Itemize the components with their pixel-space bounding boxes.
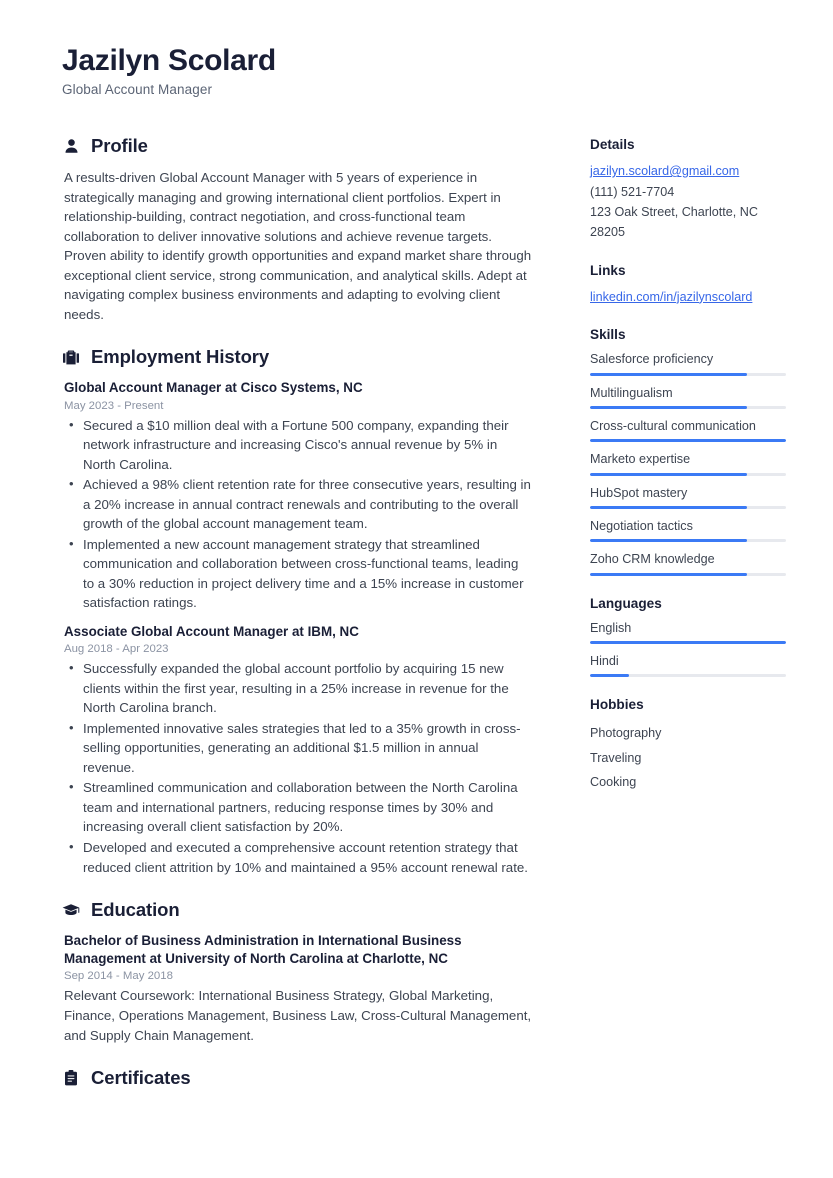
list-item: • Achieved a 98% client retention rate for three consecutive years, resulting in a 20% increase in annual contract renewals and contributing to the overall growth of the global account management team. (64, 475, 532, 534)
section-employment-title: Employment History (91, 346, 270, 368)
sidebar-column (590, 135, 795, 814)
skill-meter-track (590, 473, 786, 476)
sidebar-hobbies-title: Hobbies (590, 697, 644, 713)
education-entry-date: Sep 2014 - May 2018 (64, 970, 173, 983)
language-item (590, 653, 795, 677)
employment-entry-bullets (64, 416, 532, 613)
candidate-name: Jazilyn Scolard (62, 44, 276, 77)
skill-item (590, 551, 795, 575)
employment-entry-title: Associate Global Account Manager at IBM, NC (64, 623, 359, 639)
skill-meter-fill (590, 473, 747, 476)
skill-item (590, 451, 795, 475)
phone-text: (111) 521-7704 (590, 184, 675, 199)
skill-item (590, 418, 795, 442)
skill-label: Multilingualism (590, 385, 673, 400)
employment-entry-title: Global Account Manager at Cisco Systems, NC (64, 380, 363, 396)
list-item: • Implemented innovative sales strategies that led to a 35% growth in cross-selling opportunities, generating an additional $1.5 million in annual revenue. (64, 719, 532, 778)
skill-meter-track (590, 506, 786, 509)
language-meter-track (590, 641, 786, 644)
skill-meter-track (590, 573, 786, 576)
user-icon (62, 137, 80, 155)
sidebar-hobbies (590, 697, 795, 794)
language-item (590, 620, 795, 644)
section-employment (62, 346, 532, 877)
skill-label: Salesforce proficiency (590, 352, 714, 367)
section-employment-header (62, 346, 532, 368)
sidebar-details (590, 137, 795, 243)
employment-entry-bullets (64, 659, 532, 877)
skill-label: Negotiation tactics (590, 518, 693, 533)
list-item: • Implemented a new account management strategy that streamlined communication and collaboration between cross-functional teams, leading to a 30% reduction in project delivery time and a 15% increase in customer satisfaction ratings. (64, 535, 532, 613)
skill-meter-fill (590, 439, 786, 442)
resume-body (62, 135, 785, 1111)
skill-meter-track (590, 373, 786, 376)
list-item: • Developed and executed a comprehensive account retention strategy that reduced client attrition by 10% and maintained a 95% account renewal rate. (64, 838, 532, 877)
skill-meter-fill (590, 539, 747, 542)
skill-meter-track (590, 539, 786, 542)
employment-entry (64, 379, 532, 613)
profile-text: A results-driven Global Account Manager with 5 years of experience in strategically managing and growing international client portfolios. Expert in relationship-building, contract negotiation, and cross-functional team collaboration to deliver innovative solutions and achieve revenue targets. Proven ability to identify growth opportunities and expand market share through exceptional client service, strong communication, and analytical skills. Adept at navigating complex business environments and adapting to evolving client needs. (64, 170, 532, 322)
clipboard-icon (62, 1069, 80, 1087)
employment-entry-date: May 2023 - Present (64, 399, 164, 412)
email-link[interactable]: jazilyn.scolard@gmail.com (590, 164, 740, 179)
sidebar-skills (590, 327, 795, 576)
linkedin-link[interactable]: linkedin.com/in/jazilynscolard (590, 289, 753, 304)
sidebar-skills-title: Skills (590, 327, 626, 343)
section-profile-header (62, 135, 532, 157)
skill-meter-fill (590, 373, 747, 376)
main-column (62, 135, 532, 1111)
section-education (62, 899, 532, 1045)
skill-label: Zoho CRM knowledge (590, 552, 715, 567)
language-meter-track (590, 674, 786, 677)
education-entry-title: Bachelor of Business Administration in International Business Management at University of North Carolina at Charlotte, NC (64, 933, 462, 967)
skill-label: HubSpot mastery (590, 485, 688, 500)
candidate-job-title: Global Account Manager (62, 82, 213, 98)
sidebar-languages-title: Languages (590, 595, 662, 611)
section-profile-body (62, 168, 532, 324)
skill-item (590, 485, 795, 509)
language-meter-fill (590, 641, 786, 644)
sidebar-links-title: Links (590, 262, 626, 278)
language-label: English (590, 620, 632, 635)
section-certificates (62, 1067, 532, 1089)
list-item: • Streamlined communication and collaboration between the North Carolina team and international partners, reducing response times by 30% and increasing overall client satisfaction by 20%. (64, 778, 532, 837)
skill-meter-fill (590, 406, 747, 409)
skill-meter-track (590, 439, 786, 442)
education-entry-description: Relevant Coursework: International Business Strategy, Global Marketing, Finance, Operations Management, Business Law, Cross-Cultural Management, and Supply Chain Management. (64, 988, 532, 1043)
list-item: • Successfully expanded the global account portfolio by acquiring 15 new clients within the first year, resulting in a 25% increase in revenue for the North Carolina branch. (64, 659, 532, 718)
graduation-cap-icon (62, 901, 80, 919)
hobby-item: Traveling (590, 750, 642, 765)
skill-item (590, 518, 795, 542)
skill-item (590, 385, 795, 409)
sidebar-details-title: Details (590, 137, 635, 153)
hobby-item: Photography (590, 726, 662, 741)
education-entry (64, 932, 532, 1045)
skill-meter-track (590, 406, 786, 409)
hobby-item: Cooking (590, 774, 637, 789)
skill-label: Cross-cultural communication (590, 418, 756, 433)
section-certificates-header (62, 1067, 532, 1089)
section-profile (62, 135, 532, 324)
sidebar-languages (590, 596, 795, 678)
skill-meter-fill (590, 573, 747, 576)
skill-label: Marketo expertise (590, 452, 691, 467)
section-education-title: Education (91, 899, 180, 921)
briefcase-icon (62, 348, 80, 366)
resume-header (62, 44, 785, 97)
section-education-body (62, 932, 532, 1045)
language-label: Hindi (590, 654, 619, 669)
employment-entry (64, 623, 532, 877)
employment-entry-date: Aug 2018 - Apr 2023 (64, 643, 169, 656)
section-education-header (62, 899, 532, 921)
section-certificates-title: Certificates (91, 1067, 191, 1089)
sidebar-links (590, 263, 795, 307)
section-profile-title: Profile (91, 135, 148, 157)
language-meter-fill (590, 674, 629, 677)
address-text: 123 Oak Street, Charlotte, NC 28205 (590, 204, 758, 240)
section-employment-body (62, 379, 532, 877)
skill-item (590, 351, 795, 375)
skill-meter-fill (590, 506, 747, 509)
list-item: • Secured a $10 million deal with a Fortune 500 company, expanding their network infrastructure and increasing Cisco's annual revenue by 5% in North Carolina. (64, 416, 532, 475)
